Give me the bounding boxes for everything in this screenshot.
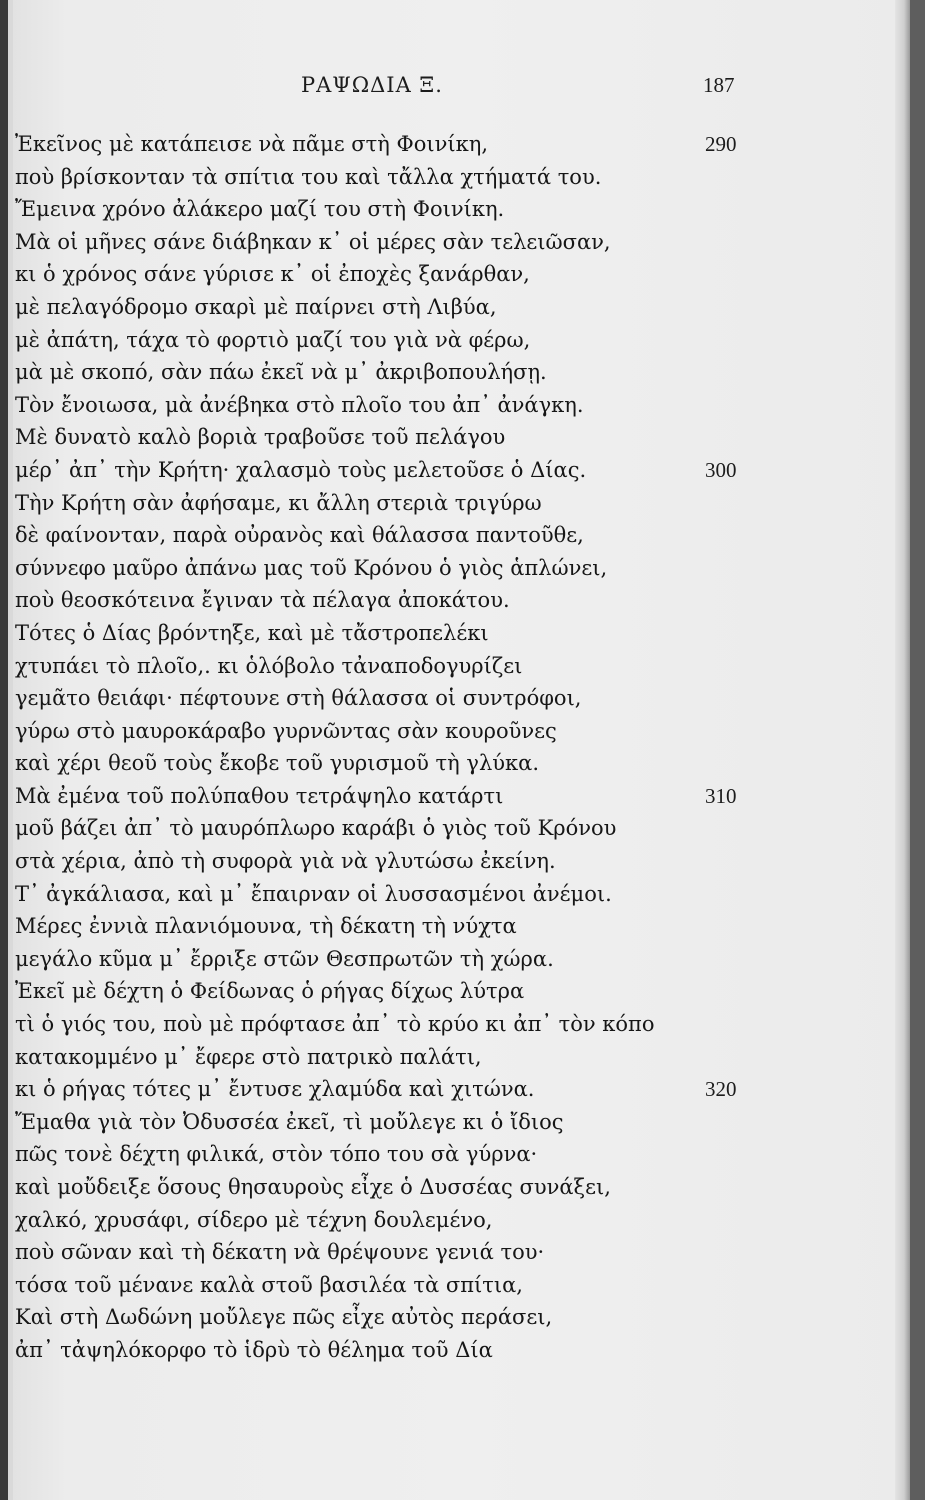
verse-text: Ἔμαθα γιὰ τὸν Ὀδυσσέα ἐκεῖ, τὶ μοὔλεγε κι ὁ ἴδιος — [15, 1109, 564, 1134]
verse-text: καὶ μοὔδειξε ὅσους θησαυροὺς εἶχε ὁ Δυσσέας συνάξει, — [15, 1175, 611, 1199]
verse-text: γεμᾶτο θειάφι· πέφτουνε στὴ θάλασσα οἱ συντρόφοι, — [15, 686, 582, 711]
verse-text: μοῦ βάζει ἀπ᾿ τὸ μαυρόπλωρο καράβι ὁ γιὸς τοῦ Κρόνου — [15, 816, 617, 841]
verse-text: γύρω στὸ μαυροκάραβο γυρνῶντας σὰν κουροῦνες — [15, 718, 557, 743]
verse-line — [15, 1204, 775, 1237]
verse-text: Μὰ οἱ μῆνες σάνε διάβηκαν κ᾿ οἱ μέρες σὰν τελειῶσαν, — [15, 229, 611, 254]
verse-text: μεγάλο κῦμα μ᾿ ἔρριξε στῶν Θεσπρωτῶν τὴ χώρα. — [15, 946, 554, 971]
verse-text: μέρ᾿ ἀπ᾿ τὴν Κρήτη· χαλασμὸ τοὺς μελετοῦσε ὁ Δίας. — [15, 457, 587, 482]
verse-text: Μὰ ἐμένα τοῦ πολύπαθου τετράψηλο κατάρτι — [15, 783, 504, 808]
verse-line — [15, 1236, 775, 1269]
book-page — [13, 0, 910, 1500]
verse-line — [15, 291, 775, 324]
verse-text: Μὲ δυνατὸ καλὸ βοριὰ τραβοῦσε τοῦ πελάγου — [15, 425, 506, 450]
verse-text: τὶ ὁ γιός του, ποὺ μὲ πρόφτασε ἀπ᾿ τὸ κρύο κι ἀπ᾿ τὸν κόπο — [15, 1012, 655, 1037]
page-edge — [895, 0, 910, 1500]
running-header: ΡΑΨΩΔΙΑ Ξ. — [301, 73, 443, 97]
verse-line — [15, 1138, 775, 1171]
verse-line — [15, 584, 775, 617]
verse-text: κι ὁ χρόνος σάνε γύρισε κ᾿ οἱ ἐποχὲς ξανάρθαν, — [15, 262, 530, 287]
verse-line — [15, 258, 775, 291]
page-number: 187 — [703, 73, 735, 97]
verse-text: Μέρες ἐννιὰ πλανιόμουνα, τὴ δέκατη τὴ νύχτα — [15, 914, 517, 939]
verse-text: ποὺ βρίσκονταν τὰ σπίτια του καὶ τἄλλα χτήματά του. — [15, 164, 602, 189]
verse-text: τόσα τοῦ μένανε καλὰ στοῦ βασιλέα τὰ σπίτια, — [15, 1272, 523, 1297]
line-number: 300 — [705, 457, 737, 482]
verse-line — [15, 1073, 775, 1106]
verse-line — [15, 1334, 775, 1367]
verse-line — [15, 845, 775, 878]
verse-line — [15, 878, 775, 911]
verse-text: δὲ φαίνονταν, παρὰ οὐρανὸς καὶ θάλασσα παντοῦθε, — [15, 523, 584, 548]
verse-text: Τότες ὁ Δίας βρόντηξε, καὶ μὲ τἄστροπελέκι — [15, 620, 489, 645]
verse-text: μὰ μὲ σκοπό, σὰν πάω ἐκεῖ νὰ μ᾿ ἀκριβοπουλήσῃ. — [15, 360, 547, 385]
book-spine — [0, 0, 8, 1500]
verse-line — [15, 324, 775, 357]
verse-line — [15, 454, 775, 487]
verse-text: στὰ χέρια, ἀπὸ τὴ συφορὰ γιὰ νὰ γλυτώσω ἐκείνη. — [15, 849, 556, 874]
verse-block — [15, 128, 775, 1367]
verse-line — [15, 1269, 775, 1302]
verse-line — [15, 487, 775, 520]
verse-line — [15, 812, 775, 845]
verse-text: μὲ πελαγόδρομο σκαρὶ μὲ παίρνει στὴ Λιβύα, — [15, 294, 497, 319]
verse-text: ποὺ σῶναν καὶ τὴ δέκατη νὰ θρέψουνε γενιά του· — [15, 1240, 545, 1265]
verse-text: κι ὁ ρήγας τότες μ᾿ ἔντυσε χλαμύδα καὶ χιτώνα. — [15, 1077, 535, 1102]
verse-line — [15, 193, 775, 226]
verse-text: Τὴν Κρήτη σὰν ἀφήσαμε, κι ἄλλη στεριὰ τριγύρω — [15, 490, 542, 515]
verse-line — [15, 682, 775, 715]
verse-text: ποὺ θεοσκότεινα ἔγιναν τὰ πέλαγα ἀποκάτου. — [15, 588, 510, 613]
verse-line — [15, 128, 775, 161]
verse-text: σύννεφο μαῦρο ἀπάνω μας τοῦ Κρόνου ὁ γιὸς ἁπλώνει, — [15, 555, 608, 580]
verse-line — [15, 389, 775, 422]
verse-line — [15, 780, 775, 813]
verse-line — [15, 910, 775, 943]
verse-line — [15, 226, 775, 259]
verse-text: χαλκό, χρυσάφι, σίδερο μὲ τέχνη δουλεμένο, — [15, 1207, 493, 1232]
verse-line — [15, 1106, 775, 1139]
verse-line — [15, 161, 775, 194]
verse-line — [15, 715, 775, 748]
verse-text: Καὶ στὴ Δωδώνη μοὔλεγε πῶς εἶχε αὐτὸς περάσει, — [15, 1305, 553, 1330]
verse-text: Τὸν ἔνοιωσα, μὰ ἀνέβηκα στὸ πλοῖο του ἀπ᾿ ἀνάγκη. — [15, 392, 584, 417]
verse-text: καὶ χέρι θεοῦ τοὺς ἔκοβε τοῦ γυρισμοῦ τὴ γλύκα. — [15, 751, 540, 776]
verse-text: μὲ ἀπάτη, τάχα τὸ φορτιὸ μαζί του γιὰ νὰ φέρω, — [15, 327, 531, 352]
verse-line — [15, 747, 775, 780]
verse-line — [15, 552, 775, 585]
verse-text: Τ᾿ ἀγκάλιασα, καὶ μ᾿ ἔπαιρναν οἱ λυσσασμένοι ἀνέμοι. — [15, 881, 612, 906]
verse-text: πῶς τονὲ δέχτη φιλικά, στὸν τόπο του σὰ γύρνα· — [15, 1142, 538, 1167]
verse-line — [15, 1008, 775, 1041]
verse-line — [15, 617, 775, 650]
verse-line — [15, 975, 775, 1008]
verse-line — [15, 356, 775, 389]
verse-line — [15, 943, 775, 976]
verse-line — [15, 519, 775, 552]
verse-text: ἀπ᾿ τἀψηλόκορφο τὸ ἱδρὺ τὸ θέλημα τοῦ Δία — [15, 1337, 493, 1362]
line-number: 310 — [705, 783, 737, 808]
verse-text: κατακομμένο μ᾿ ἔφερε στὸ πατρικὸ παλάτι, — [15, 1044, 482, 1069]
verse-text: Ἐκεῖνος μὲ κατάπεισε νὰ πᾶμε στὴ Φοινίκη, — [15, 132, 488, 156]
verse-text: Ἔμεινα χρόνο ἀλάκερο μαζί του στὴ Φοινίκη. — [15, 197, 505, 222]
verse-text: Ἐκεῖ μὲ δέχτη ὁ Φείδωνας ὁ ρήγας δίχως λύτρα — [15, 979, 525, 1004]
line-number: 320 — [705, 1077, 737, 1102]
verse-line — [15, 1171, 775, 1204]
verse-line — [15, 1301, 775, 1334]
verse-line — [15, 421, 775, 454]
verse-text: χτυπάει τὸ πλοῖο,. κι ὁλόβολο τἀναποδογυρίζει — [15, 653, 523, 678]
verse-line — [15, 1041, 775, 1074]
line-number: 290 — [705, 132, 737, 156]
verse-line — [15, 650, 775, 683]
